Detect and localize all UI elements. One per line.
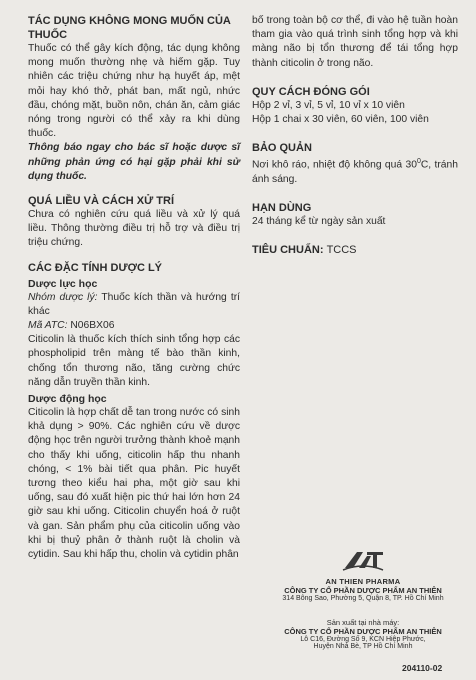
- atc-value: N06BX06: [70, 320, 115, 332]
- manufacturer-block: [258, 618, 468, 650]
- side-effects-title: TÁC DỤNG KHÔNG MONG MUỐN CỦA THUỐC: [28, 15, 231, 41]
- document-code: 204110-02: [402, 663, 443, 673]
- company-address: 314 Bông Sao, Phường 5, Quận 8, TP. Hồ Chí Minh: [282, 595, 444, 602]
- manufacturer-address-line-1: Lô C16, Đường Số 9, KCN Hiệp Phước,: [300, 636, 426, 643]
- overdose-title: QUÁ LIỀU VÀ CÁCH XỬ TRÍ: [28, 195, 175, 208]
- storage-text-before: Nơi khô ráo, nhiệt độ không quá 30: [252, 159, 417, 171]
- atc-label: Mã ATC:: [28, 320, 68, 332]
- storage-title: BẢO QUẢN: [252, 142, 312, 155]
- right-column: [252, 14, 458, 257]
- pharmacodynamics-text: Citicolin là thuốc kích thích sinh tổng hợp các phospholipid trên màng tế bào thần kinh, chống tổn thương não, tăng cường chức năng dẫn truyền thần kinh.: [28, 334, 240, 388]
- pharmacology-title: CÁC ĐẶC TÍNH DƯỢC LÝ: [28, 261, 163, 274]
- made-at-label: Sản xuất tại nhà máy:: [326, 618, 400, 627]
- standard-label: TIÊU CHUẨN:: [252, 244, 324, 257]
- manufacturer-company: CÔNG TY CỔ PHẦN DƯỢC PHẨM AN THIÊN: [284, 627, 442, 636]
- group-label: Nhóm dược lý:: [28, 291, 98, 303]
- continued-text: bố trong toàn bộ cơ thể, đi vào hệ tuần hoàn tham gia vào quá trình sinh tổng hợp và khi màng não bị tổn thương để tái tổng hợp thành citicolin ở trong não.: [252, 15, 458, 69]
- storage-text-after: C, tránh ánh sáng.: [252, 159, 458, 185]
- packaging-line-1: Hộp 2 vỉ, 3 vỉ, 5 vỉ, 10 vỉ x 10 viên: [252, 99, 405, 111]
- atc-code: [28, 319, 240, 333]
- left-column: [28, 14, 240, 562]
- standard-value: TCCS: [326, 244, 357, 257]
- manufacturer-address-line-2: Huyện Nhà Bè, TP Hồ Chí Minh: [313, 643, 413, 650]
- pharmacodynamics-title: Dược lực học: [28, 277, 98, 290]
- packaging-title: QUY CÁCH ĐÓNG GÓI: [252, 85, 370, 98]
- pharmacokinetics-title: Dược động học: [28, 393, 107, 406]
- an-thien-logo-icon: [341, 548, 385, 572]
- side-effects-warning: Thông báo ngay cho bác sĩ hoặc dược sĩ những phản ứng có hại gặp phải khi sử dụng thuốc.: [28, 142, 240, 182]
- company-name: CÔNG TY CỔ PHẦN DƯỢC PHẨM AN THIÊN: [284, 586, 442, 595]
- company-logo-block: [268, 548, 458, 602]
- storage-text: [252, 155, 458, 187]
- packaging-line-2: Hộp 1 chai x 30 viên, 60 viên, 100 viên: [252, 114, 429, 126]
- expiry-title: HẠN DÙNG: [252, 202, 312, 215]
- overdose-text: Chưa có nghiên cứu quá liều và xử lý quá liều. Thông thường điều trị hỗ trợ và điều trị triệu chứng.: [28, 209, 240, 249]
- standard-line: [252, 243, 458, 257]
- pharmacologic-group: [28, 291, 240, 319]
- storage-degree: 0: [416, 158, 421, 166]
- group-value: Thuốc kích thần và hướng trí khác: [28, 291, 240, 317]
- expiry-text: 24 tháng kể từ ngày sản xuất: [252, 216, 386, 228]
- side-effects-text: Thuốc có thể gây kích động, tác dụng không mong muốn thường nhẹ và hiếm gặp. Tuy nhiên các triệu chứng như hạ huyết áp, mệt mỏi hay khó thở, phát ban, mất ngủ, nhức đầu, chóng mặt, buồn nôn, chán ăn, cảm giác nóng trong người có thể xảy ra khi dùng thuốc.: [28, 43, 240, 140]
- brand-name: AN THIEN PHARMA: [325, 577, 401, 586]
- pharmacokinetics-text: Citicolin là hợp chất dễ tan trong nước có sinh khả dụng > 90%. Các nghiên cứu về dược động học trên người trưởng thành khoẻ mạnh cho thấy khi uống, citicolin hấp thu nhanh chóng, < 1% bài tiết qua phân. Pic huyết tương theo kiểu hai pha, một giờ sau khi uống, sau đó xuất hiện pic thứ hai lớn hơn 24 giờ sau khi uống. Citicolin chuyển hoá ở ruột và gan. Sản phẩm phụ của citicolin uống vào khi bị thuỷ phân ở thành ruột là cholin và cytidin. Sau khi hấp thu, cholin và cytidin phân: [28, 407, 240, 561]
